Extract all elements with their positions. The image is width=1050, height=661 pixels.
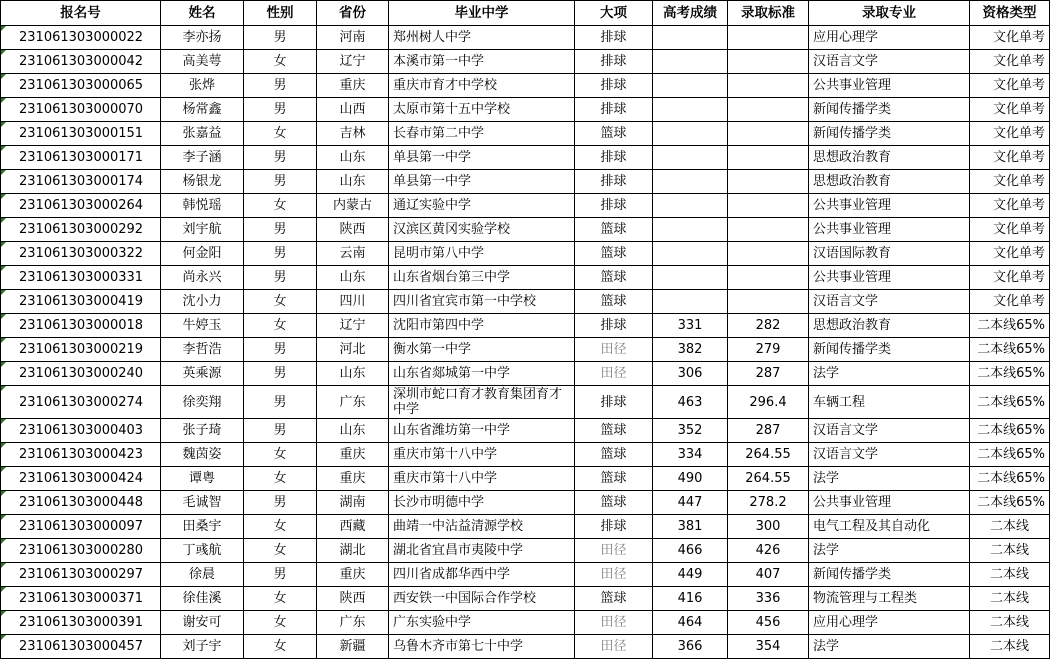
cell-major: 法学 (809, 467, 970, 491)
cell-province: 辽宁 (317, 314, 389, 338)
cell-name: 张嘉益 (161, 122, 244, 146)
cell-qualification-type: 二本线65% (970, 443, 1050, 467)
cell-major: 思想政治教育 (809, 314, 970, 338)
cell-qualification-type: 文化单考 (970, 266, 1050, 290)
cell-admission-standard: 354 (728, 635, 809, 659)
table-header (1, 1, 1050, 26)
cell-registration-number: 231061303000280 (1, 539, 161, 563)
table-row (1, 467, 1050, 491)
cell-province: 重庆 (317, 467, 389, 491)
cell-exam-score: 464 (653, 611, 728, 635)
cell-sport: 排球 (575, 50, 653, 74)
cell-qualification-type: 二本线 (970, 515, 1050, 539)
cell-school: 山东省郯城第一中学 (389, 362, 575, 386)
cell-major: 法学 (809, 539, 970, 563)
cell-sport: 田径 (575, 611, 653, 635)
cell-school: 太原市第十五中学校 (389, 98, 575, 122)
cell-gender: 女 (244, 290, 317, 314)
cell-gender: 男 (244, 242, 317, 266)
cell-major: 新闻传播学类 (809, 98, 970, 122)
table-row (1, 635, 1050, 659)
cell-gender: 女 (244, 314, 317, 338)
cell-registration-number: 231061303000419 (1, 290, 161, 314)
cell-exam-score (653, 50, 728, 74)
cell-gender: 女 (244, 515, 317, 539)
cell-school: 曲靖一中沾益清源学校 (389, 515, 575, 539)
cell-registration-number: 231061303000097 (1, 515, 161, 539)
cell-admission-standard: 282 (728, 314, 809, 338)
header-sport: 大项 (575, 1, 653, 26)
cell-name: 李子涵 (161, 146, 244, 170)
cell-admission-standard: 407 (728, 563, 809, 587)
cell-name: 高美萼 (161, 50, 244, 74)
cell-exam-score: 447 (653, 491, 728, 515)
cell-exam-score: 381 (653, 515, 728, 539)
cell-school: 深圳市蛇口育才教育集团育才中学 (389, 386, 575, 419)
cell-admission-standard: 264.55 (728, 443, 809, 467)
table-row (1, 218, 1050, 242)
cell-province: 河南 (317, 26, 389, 50)
cell-school: 长沙市明德中学 (389, 491, 575, 515)
cell-school: 汉滨区黄冈实验学校 (389, 218, 575, 242)
cell-exam-score: 463 (653, 386, 728, 419)
cell-gender: 男 (244, 563, 317, 587)
table-row (1, 50, 1050, 74)
cell-exam-score: 331 (653, 314, 728, 338)
cell-province: 山西 (317, 98, 389, 122)
cell-registration-number: 231061303000292 (1, 218, 161, 242)
cell-name: 杨常鑫 (161, 98, 244, 122)
cell-registration-number: 231061303000171 (1, 146, 161, 170)
cell-qualification-type: 文化单考 (970, 98, 1050, 122)
cell-school: 四川省成都华西中学 (389, 563, 575, 587)
cell-school: 山东省潍坊第一中学 (389, 419, 575, 443)
cell-major: 汉语言文学 (809, 419, 970, 443)
cell-exam-score (653, 146, 728, 170)
cell-gender: 女 (244, 611, 317, 635)
cell-admission-standard: 264.55 (728, 467, 809, 491)
cell-gender: 男 (244, 362, 317, 386)
cell-major: 应用心理学 (809, 26, 970, 50)
cell-major: 公共事业管理 (809, 266, 970, 290)
cell-exam-score: 382 (653, 338, 728, 362)
cell-name: 杨银龙 (161, 170, 244, 194)
cell-sport: 篮球 (575, 467, 653, 491)
cell-sport: 排球 (575, 314, 653, 338)
cell-sport: 田径 (575, 563, 653, 587)
cell-school: 衡水第一中学 (389, 338, 575, 362)
cell-name: 李哲浩 (161, 338, 244, 362)
cell-exam-score (653, 266, 728, 290)
cell-qualification-type: 二本线 (970, 587, 1050, 611)
header-registration-number: 报名号 (1, 1, 161, 26)
cell-name: 张子琦 (161, 419, 244, 443)
cell-admission-standard (728, 290, 809, 314)
cell-admission-standard (728, 50, 809, 74)
cell-sport: 田径 (575, 635, 653, 659)
cell-qualification-type: 文化单考 (970, 242, 1050, 266)
cell-major: 法学 (809, 635, 970, 659)
cell-admission-standard (728, 26, 809, 50)
cell-gender: 女 (244, 50, 317, 74)
cell-qualification-type: 文化单考 (970, 26, 1050, 50)
cell-province: 吉林 (317, 122, 389, 146)
table-row (1, 587, 1050, 611)
table-row (1, 362, 1050, 386)
cell-sport: 排球 (575, 194, 653, 218)
cell-gender: 男 (244, 146, 317, 170)
table-row (1, 515, 1050, 539)
cell-major: 思想政治教育 (809, 170, 970, 194)
cell-registration-number: 231061303000065 (1, 74, 161, 98)
cell-registration-number: 231061303000322 (1, 242, 161, 266)
cell-qualification-type: 二本线65% (970, 338, 1050, 362)
cell-gender: 女 (244, 539, 317, 563)
cell-registration-number: 231061303000371 (1, 587, 161, 611)
cell-major: 汉语言文学 (809, 443, 970, 467)
cell-name: 何金阳 (161, 242, 244, 266)
cell-province: 山东 (317, 146, 389, 170)
cell-admission-standard (728, 98, 809, 122)
cell-admission-standard (728, 242, 809, 266)
cell-gender: 女 (244, 635, 317, 659)
header-admission-standard: 录取标准 (728, 1, 809, 26)
cell-major: 新闻传播学类 (809, 338, 970, 362)
cell-major: 公共事业管理 (809, 218, 970, 242)
cell-qualification-type: 文化单考 (970, 218, 1050, 242)
header-school: 毕业中学 (389, 1, 575, 26)
cell-school: 西安铁一中国际合作学校 (389, 587, 575, 611)
cell-major: 汉语国际教育 (809, 242, 970, 266)
cell-major: 物流管理与工程类 (809, 587, 970, 611)
cell-exam-score (653, 290, 728, 314)
cell-major: 电气工程及其自动化 (809, 515, 970, 539)
cell-exam-score: 306 (653, 362, 728, 386)
table-row (1, 290, 1050, 314)
cell-name: 刘子宇 (161, 635, 244, 659)
cell-admission-standard: 300 (728, 515, 809, 539)
cell-qualification-type: 二本线 (970, 635, 1050, 659)
cell-name: 谭粤 (161, 467, 244, 491)
cell-qualification-type: 二本线65% (970, 362, 1050, 386)
cell-name: 张烨 (161, 74, 244, 98)
cell-sport: 排球 (575, 146, 653, 170)
cell-sport: 篮球 (575, 266, 653, 290)
cell-name: 徐晨 (161, 563, 244, 587)
cell-qualification-type: 文化单考 (970, 50, 1050, 74)
cell-qualification-type: 二本线 (970, 539, 1050, 563)
table-row (1, 443, 1050, 467)
table-row (1, 314, 1050, 338)
cell-registration-number: 231061303000264 (1, 194, 161, 218)
cell-province: 重庆 (317, 563, 389, 587)
cell-name: 徐奕翔 (161, 386, 244, 419)
cell-exam-score (653, 74, 728, 98)
cell-school: 重庆市第十八中学 (389, 467, 575, 491)
table-row (1, 563, 1050, 587)
cell-sport: 田径 (575, 338, 653, 362)
cell-province: 河北 (317, 338, 389, 362)
cell-gender: 女 (244, 194, 317, 218)
cell-sport: 田径 (575, 362, 653, 386)
header-major: 录取专业 (809, 1, 970, 26)
cell-major: 公共事业管理 (809, 491, 970, 515)
cell-admission-standard (728, 146, 809, 170)
cell-province: 山东 (317, 419, 389, 443)
cell-exam-score: 449 (653, 563, 728, 587)
cell-sport: 篮球 (575, 242, 653, 266)
cell-province: 陕西 (317, 218, 389, 242)
cell-major: 公共事业管理 (809, 194, 970, 218)
cell-sport: 排球 (575, 74, 653, 98)
cell-admission-standard: 279 (728, 338, 809, 362)
cell-gender: 女 (244, 122, 317, 146)
cell-gender: 男 (244, 218, 317, 242)
cell-province: 重庆 (317, 443, 389, 467)
cell-school: 郑州树人中学 (389, 26, 575, 50)
cell-name: 魏茵姿 (161, 443, 244, 467)
cell-exam-score (653, 170, 728, 194)
table-row (1, 539, 1050, 563)
cell-exam-score (653, 122, 728, 146)
table-row (1, 146, 1050, 170)
cell-admission-standard: 287 (728, 419, 809, 443)
cell-qualification-type: 二本线65% (970, 314, 1050, 338)
cell-province: 重庆 (317, 74, 389, 98)
cell-major: 汉语言文学 (809, 290, 970, 314)
cell-school: 乌鲁木齐市第七十中学 (389, 635, 575, 659)
cell-name: 尚永兴 (161, 266, 244, 290)
cell-name: 田桑宇 (161, 515, 244, 539)
cell-exam-score: 416 (653, 587, 728, 611)
cell-exam-score: 490 (653, 467, 728, 491)
cell-registration-number: 231061303000070 (1, 98, 161, 122)
cell-exam-score: 466 (653, 539, 728, 563)
table-row (1, 338, 1050, 362)
cell-registration-number: 231061303000424 (1, 467, 161, 491)
cell-registration-number: 231061303000174 (1, 170, 161, 194)
table-row (1, 98, 1050, 122)
cell-registration-number: 231061303000240 (1, 362, 161, 386)
cell-name: 李亦扬 (161, 26, 244, 50)
cell-gender: 男 (244, 419, 317, 443)
header-qualification-type: 资格类型 (970, 1, 1050, 26)
cell-major: 公共事业管理 (809, 74, 970, 98)
cell-registration-number: 231061303000018 (1, 314, 161, 338)
cell-registration-number: 231061303000151 (1, 122, 161, 146)
cell-school: 通辽实验中学 (389, 194, 575, 218)
cell-sport: 篮球 (575, 122, 653, 146)
cell-school: 重庆市育才中学校 (389, 74, 575, 98)
cell-gender: 女 (244, 443, 317, 467)
cell-major: 新闻传播学类 (809, 563, 970, 587)
table-row (1, 386, 1050, 419)
cell-school: 昆明市第八中学 (389, 242, 575, 266)
cell-gender: 男 (244, 386, 317, 419)
cell-qualification-type: 文化单考 (970, 170, 1050, 194)
cell-province: 西藏 (317, 515, 389, 539)
cell-admission-standard: 296.4 (728, 386, 809, 419)
cell-exam-score (653, 242, 728, 266)
cell-gender: 男 (244, 266, 317, 290)
cell-school: 湖北省宜昌市夷陵中学 (389, 539, 575, 563)
cell-major: 应用心理学 (809, 611, 970, 635)
cell-province: 湖北 (317, 539, 389, 563)
cell-province: 山东 (317, 266, 389, 290)
cell-exam-score (653, 218, 728, 242)
cell-name: 韩悦瑶 (161, 194, 244, 218)
cell-sport: 排球 (575, 26, 653, 50)
cell-admission-standard (728, 170, 809, 194)
cell-sport: 篮球 (575, 491, 653, 515)
cell-registration-number: 231061303000423 (1, 443, 161, 467)
cell-admission-standard: 456 (728, 611, 809, 635)
cell-registration-number: 231061303000391 (1, 611, 161, 635)
cell-name: 毛诚智 (161, 491, 244, 515)
cell-admission-standard (728, 218, 809, 242)
cell-name: 丁彧航 (161, 539, 244, 563)
cell-major: 车辆工程 (809, 386, 970, 419)
cell-admission-standard (728, 194, 809, 218)
cell-province: 四川 (317, 290, 389, 314)
cell-registration-number: 231061303000042 (1, 50, 161, 74)
cell-school: 单县第一中学 (389, 146, 575, 170)
cell-gender: 男 (244, 98, 317, 122)
cell-qualification-type: 二本线65% (970, 386, 1050, 419)
cell-admission-standard: 278.2 (728, 491, 809, 515)
cell-registration-number: 231061303000274 (1, 386, 161, 419)
cell-sport: 篮球 (575, 419, 653, 443)
table-row (1, 194, 1050, 218)
cell-sport: 排球 (575, 386, 653, 419)
cell-qualification-type: 二本线65% (970, 491, 1050, 515)
cell-exam-score: 334 (653, 443, 728, 467)
cell-qualification-type: 文化单考 (970, 146, 1050, 170)
cell-gender: 男 (244, 338, 317, 362)
cell-sport: 篮球 (575, 218, 653, 242)
cell-qualification-type: 二本线 (970, 611, 1050, 635)
cell-province: 山东 (317, 170, 389, 194)
cell-registration-number: 231061303000219 (1, 338, 161, 362)
cell-qualification-type: 文化单考 (970, 74, 1050, 98)
cell-sport: 田径 (575, 539, 653, 563)
cell-school: 广东实验中学 (389, 611, 575, 635)
table-row (1, 266, 1050, 290)
cell-school: 长春市第二中学 (389, 122, 575, 146)
cell-qualification-type: 文化单考 (970, 194, 1050, 218)
cell-registration-number: 231061303000022 (1, 26, 161, 50)
cell-major: 思想政治教育 (809, 146, 970, 170)
cell-school: 本溪市第一中学 (389, 50, 575, 74)
cell-school: 山东省烟台第三中学 (389, 266, 575, 290)
cell-gender: 男 (244, 491, 317, 515)
table-row (1, 122, 1050, 146)
cell-sport: 篮球 (575, 587, 653, 611)
cell-qualification-type: 二本线 (970, 563, 1050, 587)
cell-qualification-type: 文化单考 (970, 122, 1050, 146)
cell-major: 新闻传播学类 (809, 122, 970, 146)
cell-major: 法学 (809, 362, 970, 386)
table-row (1, 419, 1050, 443)
cell-admission-standard (728, 266, 809, 290)
cell-province: 山东 (317, 362, 389, 386)
header-exam-score: 高考成绩 (653, 1, 728, 26)
cell-exam-score (653, 194, 728, 218)
cell-registration-number: 231061303000331 (1, 266, 161, 290)
cell-registration-number: 231061303000297 (1, 563, 161, 587)
cell-name: 徐佳溪 (161, 587, 244, 611)
cell-sport: 排球 (575, 170, 653, 194)
cell-exam-score (653, 98, 728, 122)
cell-admission-standard (728, 74, 809, 98)
cell-registration-number: 231061303000457 (1, 635, 161, 659)
cell-name: 刘宇航 (161, 218, 244, 242)
cell-registration-number: 231061303000448 (1, 491, 161, 515)
cell-gender: 男 (244, 170, 317, 194)
table-row (1, 170, 1050, 194)
cell-province: 云南 (317, 242, 389, 266)
cell-registration-number: 231061303000403 (1, 419, 161, 443)
cell-admission-standard: 426 (728, 539, 809, 563)
cell-sport: 排球 (575, 515, 653, 539)
cell-province: 广东 (317, 386, 389, 419)
header-row (1, 1, 1050, 26)
header-province: 省份 (317, 1, 389, 26)
cell-name: 谢安可 (161, 611, 244, 635)
cell-province: 内蒙古 (317, 194, 389, 218)
cell-exam-score (653, 26, 728, 50)
cell-school: 重庆市第十八中学 (389, 443, 575, 467)
table-row (1, 26, 1050, 50)
cell-name: 沈小力 (161, 290, 244, 314)
cell-exam-score: 366 (653, 635, 728, 659)
cell-sport: 篮球 (575, 290, 653, 314)
cell-qualification-type: 二本线65% (970, 467, 1050, 491)
table-row (1, 74, 1050, 98)
cell-gender: 女 (244, 587, 317, 611)
header-gender: 性别 (244, 1, 317, 26)
cell-province: 辽宁 (317, 50, 389, 74)
cell-gender: 男 (244, 74, 317, 98)
cell-province: 湖南 (317, 491, 389, 515)
cell-province: 陕西 (317, 587, 389, 611)
cell-qualification-type: 文化单考 (970, 290, 1050, 314)
table-row (1, 611, 1050, 635)
cell-admission-standard: 336 (728, 587, 809, 611)
table-row (1, 491, 1050, 515)
cell-school: 沈阳市第四中学 (389, 314, 575, 338)
cell-qualification-type: 二本线65% (970, 419, 1050, 443)
cell-major: 汉语言文学 (809, 50, 970, 74)
cell-exam-score: 352 (653, 419, 728, 443)
cell-name: 英乘源 (161, 362, 244, 386)
table-body (1, 26, 1050, 659)
cell-school: 四川省宜宾市第一中学校 (389, 290, 575, 314)
cell-admission-standard (728, 122, 809, 146)
cell-gender: 女 (244, 467, 317, 491)
cell-admission-standard: 287 (728, 362, 809, 386)
cell-school: 单县第一中学 (389, 170, 575, 194)
cell-province: 广东 (317, 611, 389, 635)
header-name: 姓名 (161, 1, 244, 26)
cell-province: 新疆 (317, 635, 389, 659)
table-row (1, 242, 1050, 266)
cell-sport: 排球 (575, 98, 653, 122)
cell-sport: 篮球 (575, 443, 653, 467)
cell-gender: 男 (244, 26, 317, 50)
cell-name: 牛婷玉 (161, 314, 244, 338)
